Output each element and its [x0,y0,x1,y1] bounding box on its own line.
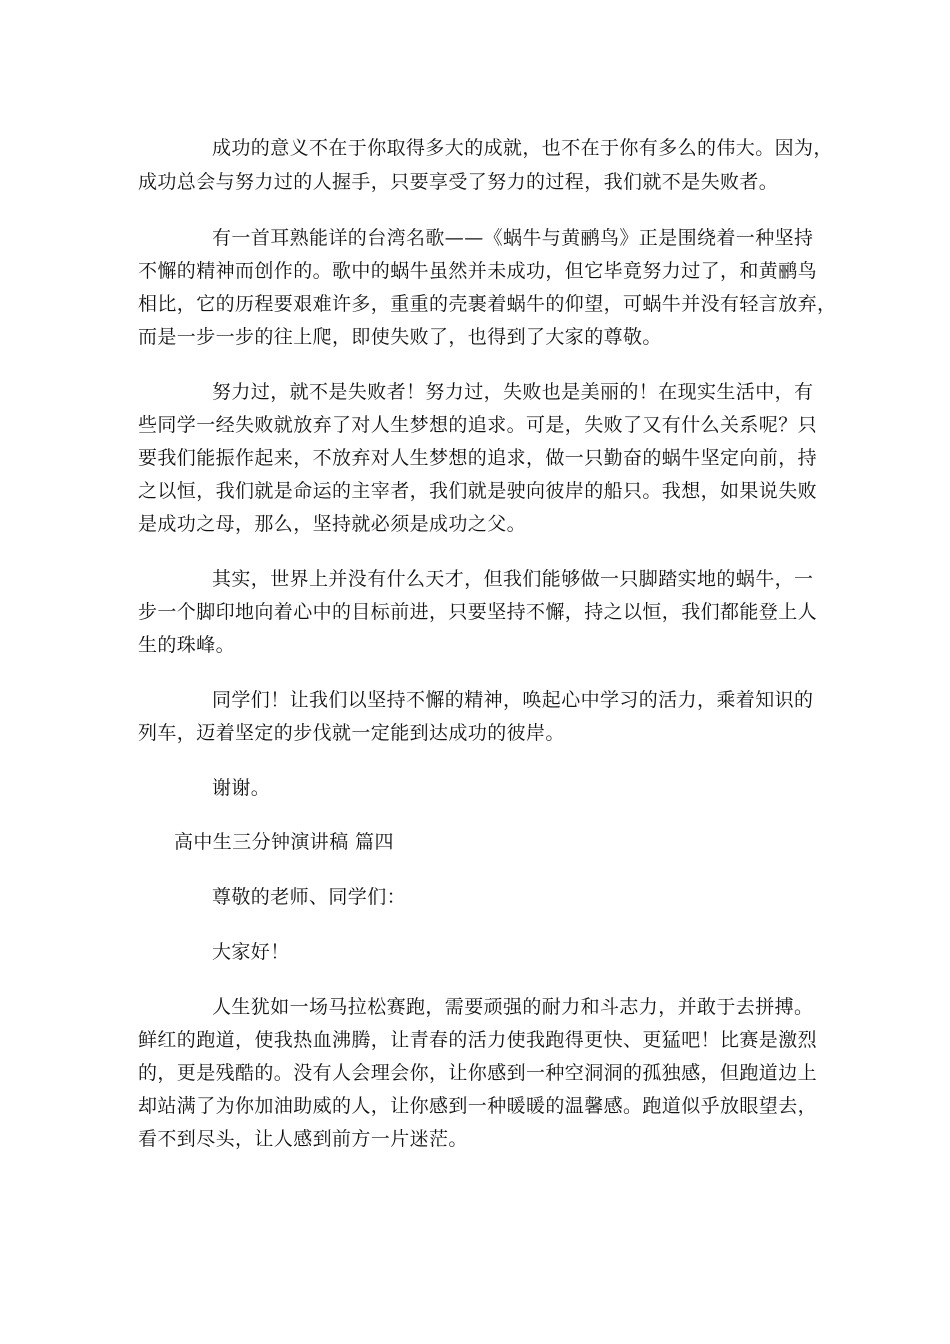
paragraph-line: 看不到尽头，让人感到前方一片迷茫。 [138,1128,468,1150]
paragraph-line: 些同学一经失败就放弃了对人生梦想的追求。可是，失败了又有什么关系呢？只 [138,414,818,436]
paragraph-line: 成功总会与努力过的人握手，只要享受了努力的过程，我们就不是失败者。 [138,171,779,193]
paragraph-line: 成功的意义不在于你取得多大的成就，也不在于你有多么的伟大。因为， [212,137,833,159]
paragraph-line: 的，更是残酷的。没有人会理会你，让你感到一种空洞洞的孤独感，但跑道边上 [138,1062,818,1084]
paragraph-line: 却站满了为你加油助威的人，让你感到一种暖暖的温馨感。跑道似乎放眼望去， [138,1095,818,1117]
paragraph-line: 鲜红的跑道，使我热血沸腾，让青春的活力使我跑得更快、更猛吧！比赛是激烈 [138,1029,818,1051]
greeting: 大家好！ [212,941,290,963]
paragraph-line: 列车，迈着坚定的步伐就一定能到达成功的彼岸。 [138,722,565,744]
section-heading: 高中生三分钟演讲稿 篇四 [174,831,394,853]
salutation: 尊敬的老师、同学们： [212,886,407,908]
paragraph-line: 是成功之母，那么，坚持就必须是成功之父。 [138,513,527,535]
paragraph-line: 不懈的精神而创作的。歌中的蜗牛虽然并未成功，但它毕竟努力过了，和黄鹂鸟 [138,260,818,282]
paragraph-line: 而是一步一步的往上爬，即使失败了，也得到了大家的尊敬。 [138,326,662,348]
paragraph-line: 人生犹如一场马拉松赛跑，需要顽强的耐力和斗志力，并敢于去拼搏。 [212,996,814,1018]
paragraph-line: 同学们！让我们以坚持不懈的精神，唤起心中学习的活力，乘着知识的 [212,689,814,711]
paragraph-line: 步一个脚印地向着心中的目标前进，只要坚持不懈，持之以恒，我们都能登上人 [138,601,818,623]
paragraph-line: 生的珠峰。 [138,634,236,656]
paragraph-line: 有一首耳熟能详的台湾名歌——《蜗牛与黄鹂鸟》正是围绕着一种坚持 [212,227,814,249]
paragraph-line: 要我们能振作起来，不放弃对人生梦想的追求，做一只勤奋的蜗牛坚定向前，持 [138,447,818,469]
paragraph-line: 努力过，就不是失败者！努力过，失败也是美丽的！在现实生活中，有 [212,381,814,403]
paragraph-line: 相比，它的历程要艰难许多，重重的壳裹着蜗牛的仰望，可蜗牛并没有轻言放弃， [138,293,837,315]
paragraph-line: 其实，世界上并没有什么天才，但我们能够做一只脚踏实地的蜗牛，一 [212,568,814,590]
closing-thanks: 谢谢。 [212,777,271,799]
paragraph-line: 之以恒，我们就是命运的主宰者，我们就是驶向彼岸的船只。我想，如果说失败 [138,480,818,502]
